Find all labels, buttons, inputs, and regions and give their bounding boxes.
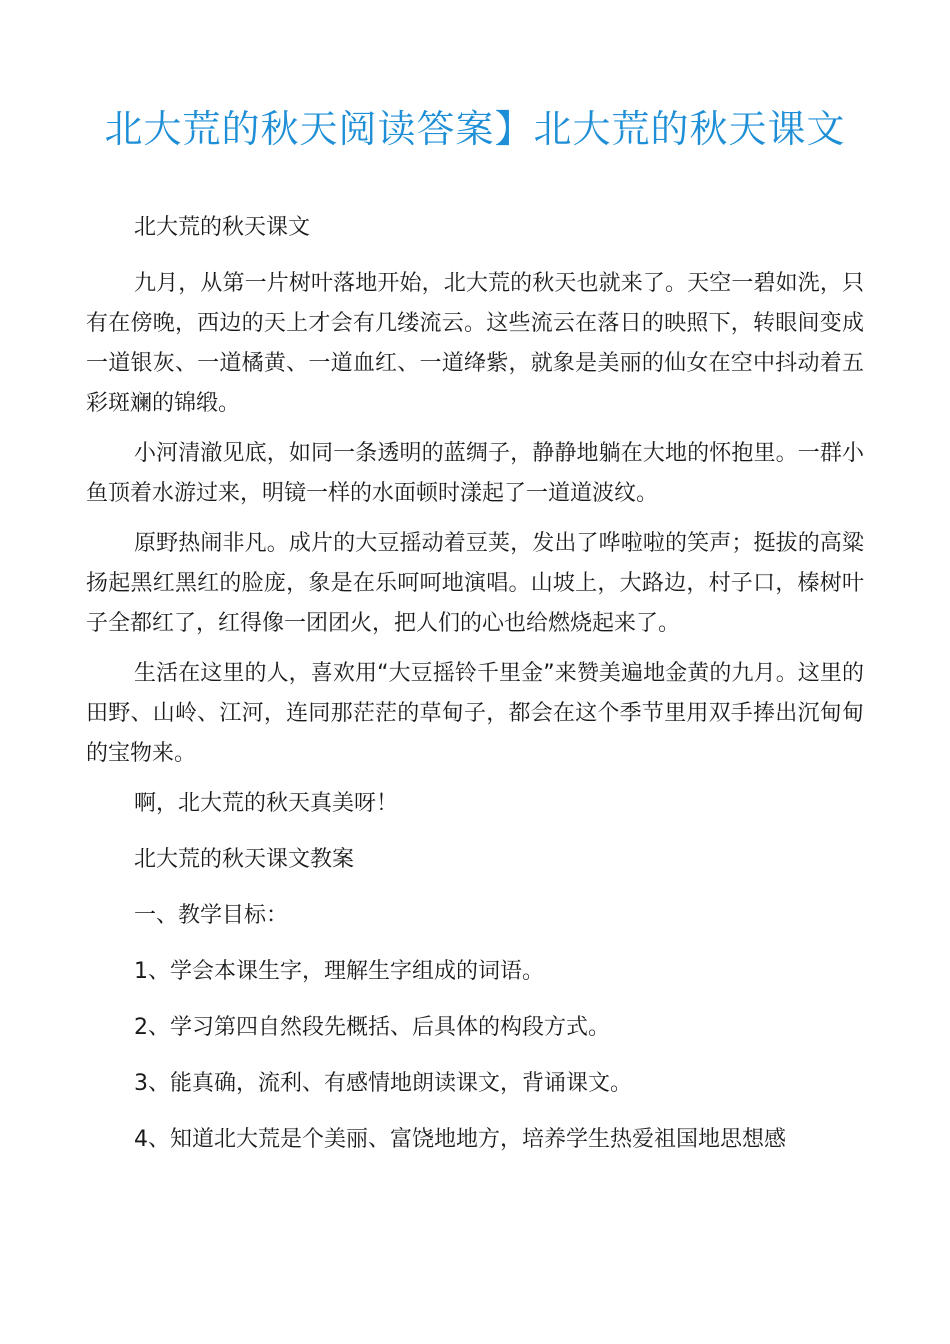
document-title: 北大荒的秋天阅读答案】北大荒的秋天课文 [104,107,846,151]
section-heading-lesson-plan: 北大荒的秋天课文教案 [134,847,355,872]
list-item: 3、能真确，流利、有感情地朗读课文，背诵课文。 [134,1071,632,1096]
paragraph-fields: 原野热闹非凡。成片的大豆摇动着豆荚，发出了哗啦啦的笑声；挺拔的高粱扬起黑红黑红的脸庞，象是在乐呵呵地演唱。山坡上，大路边，村子口，榛树叶子全都红了，红得像一团团火，把人们的心也给燃烧起来了。 [86,531,864,636]
document-body [86,208,864,1176]
list-item: 2、学习第四自然段先概括、后具体的构段方式。 [134,1015,610,1040]
list-item: 1、学会本课生字，理解生字组成的词语。 [134,959,544,984]
paragraph-exclamation: 啊，北大荒的秋天真美呀！ [134,791,399,816]
paragraph-river: 小河清澈见底，如同一条透明的蓝绸子，静静地躺在大地的怀抱里。一群小鱼顶着水游过来，明镜一样的水面顿时漾起了一道道波纹。 [86,441,864,506]
paragraph-people: 生活在这里的人，喜欢用“大豆摇铃千里金”来赞美遍地金黄的九月。这里的田野、山岭、江河，连同那茫茫的草甸子，都会在这个季节里用双手捧出沉甸甸的宝物来。 [86,661,864,766]
paragraph-sky: 九月，从第一片树叶落地开始，北大荒的秋天也就来了。天空一碧如洗，只有在傍晚，西边的天上才会有几缕流云。这些流云在落日的映照下，转眼间变成一道银灰、一道橘黄、一道血红、一道绛紫，就象是美丽的仙女在空中抖动着五彩斑斓的锦缎。 [86,271,864,416]
list-item: 4、知道北大荒是个美丽、富饶地地方，培养学生热爱祖国地思想感 [134,1127,786,1152]
section-heading-text: 北大荒的秋天课文 [134,215,311,240]
section-heading-goals: 一、教学目标： [134,903,289,928]
